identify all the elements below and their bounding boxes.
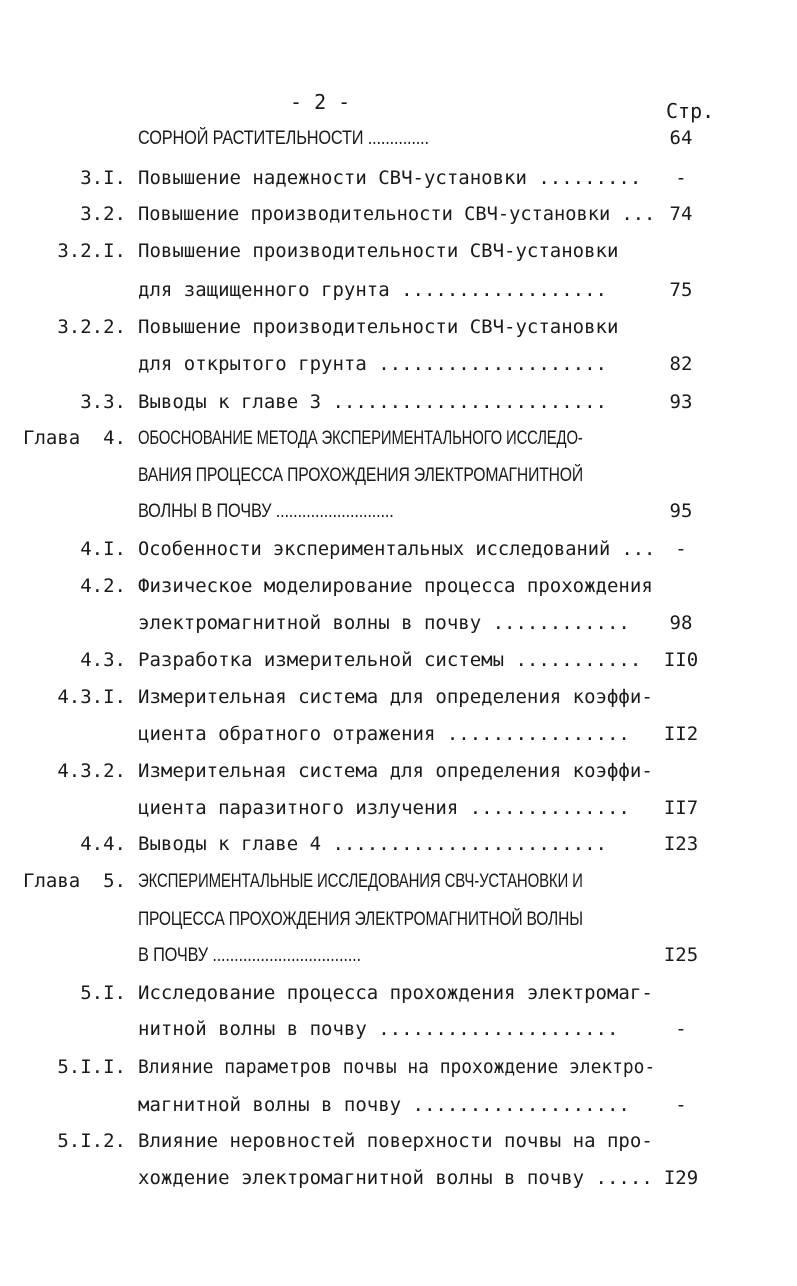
toc-entry-title: циента обратного отражения ................ (138, 723, 630, 745)
toc-entry-title: Влияние параметров почвы на прохождение электро- (138, 1056, 656, 1078)
toc-entry-text (138, 760, 653, 782)
toc-line (0, 1167, 797, 1201)
toc-line (0, 575, 797, 609)
toc-section-number: Глава 5. (23, 870, 126, 892)
toc-line (0, 723, 797, 757)
toc-entry-title: магнитной волны в почву ................... (138, 1094, 630, 1116)
toc-entry-text (138, 833, 607, 855)
toc-line (0, 500, 797, 534)
toc-entry-title: Особенности экспериментальных исследований ... (138, 538, 656, 560)
toc-line (0, 1130, 797, 1164)
toc-line (0, 982, 797, 1016)
toc-entry-title: Выводы к главе 3 ........................ (138, 391, 607, 413)
toc-section-number: 5.I.I. (57, 1056, 126, 1078)
toc-entry-title: ВАНИЯ ПРОЦЕССА ПРОХОЖДЕНИЯ ЭЛЕКТРОМАГНИТНОЙ (138, 465, 583, 486)
toc-entry-text (138, 870, 655, 893)
toc-page-number: 82 (669, 353, 693, 375)
toc-entry-title: Разработка измерительной системы ........... (138, 649, 642, 671)
toc-entry-title: нитной волны в почву ..................... (138, 1018, 619, 1040)
toc-entry-text (138, 944, 397, 967)
toc-page-number: - (675, 1094, 687, 1116)
toc-entry-text (138, 279, 607, 301)
toc-entry-text (138, 464, 655, 487)
toc-entry-title: Влияние неровностей поверхности почвы на про- (138, 1130, 653, 1152)
toc-entry-text (138, 240, 618, 262)
toc-line (0, 649, 797, 683)
toc-page-number: I29 (663, 1167, 699, 1189)
toc-section-number: 4.3.I. (57, 686, 126, 708)
toc-page-number: II7 (663, 797, 699, 819)
toc-page-number: 64 (669, 127, 693, 149)
toc-entry-title: СОРНОЙ РАСТИТЕЛЬНОСТИ .............. (138, 128, 429, 149)
toc-entry-text (138, 1130, 653, 1152)
toc-entry-title: электромагнитной волны в почву ............ (138, 612, 630, 634)
toc-page-number: - (675, 538, 687, 560)
page-number: - 2 - (290, 90, 351, 114)
toc-line (0, 353, 797, 387)
toc-section-number: Глава 4. (23, 427, 126, 449)
toc-entry-title: ОБОСНОВАНИЕ МЕТОДА ЭКСПЕРИМЕНТАЛЬНОГО ИССЛЕДО- (138, 428, 583, 449)
toc-entry-text (138, 1167, 653, 1189)
toc-entry-text (138, 649, 641, 671)
toc-entry-title: Повышение производительности СВЧ-установки ... (138, 203, 656, 225)
toc-section-number: 4.2. (80, 575, 126, 597)
toc-entry-text (138, 316, 618, 338)
toc-entry-text (138, 538, 655, 560)
toc-page-number: I23 (663, 833, 699, 855)
toc-line (0, 686, 797, 720)
toc-line (0, 1056, 797, 1090)
toc-entry-text (138, 686, 653, 708)
toc-page-number: II0 (663, 649, 699, 671)
toc-entry-title: В ПОЧВУ .................................. (138, 945, 361, 966)
toc-page-number: 74 (669, 203, 693, 225)
toc-line (0, 427, 797, 461)
toc-section-number: 3.2.2. (57, 316, 126, 338)
toc-line (0, 908, 797, 942)
toc-entry-text (138, 908, 655, 931)
toc-section-number: 3.2.I. (57, 240, 126, 262)
toc-entry-text (138, 723, 630, 745)
toc-entry-text (138, 500, 435, 523)
toc-line (0, 833, 797, 867)
toc-section-number: 5.I.2. (57, 1130, 126, 1152)
toc-section-number: 3.2. (80, 203, 126, 225)
toc-entry-text (138, 391, 607, 413)
toc-entry-text (138, 797, 630, 819)
toc-entry-title: ПРОЦЕССА ПРОХОЖДЕНИЯ ЭЛЕКТРОМАГНИТНОЙ ВОЛНЫ (138, 909, 583, 930)
toc-page-number: 93 (669, 391, 693, 413)
toc-section-number: 4.I. (80, 538, 126, 560)
toc-entry-title: для защищенного грунта .................. (138, 279, 607, 301)
toc-entry-title: ВОЛНЫ В ПОЧВУ ........................... (138, 501, 394, 522)
toc-entry-text (138, 427, 655, 450)
toc-section-number: 3.I. (80, 167, 126, 189)
toc-section-number: 4.3. (80, 649, 126, 671)
toc-entry-title: ЭКСПЕРИМЕНТАЛЬНЫЕ ИССЛЕДОВАНИЯ СВЧ-УСТАНОВКИ И (138, 871, 583, 892)
toc-section-number: 4.4. (80, 833, 126, 855)
toc-entry-title: Повышение производительности СВЧ-установки (138, 240, 619, 262)
toc-entry-text (138, 982, 653, 1004)
toc-line (0, 316, 797, 350)
toc-page-number: - (675, 167, 687, 189)
toc-entry-title: Повышение надежности СВЧ-установки ......... (138, 167, 642, 189)
toc-line (0, 1094, 797, 1128)
toc-line (0, 127, 797, 161)
toc-line (0, 538, 797, 572)
toc-section-number: 3.3. (80, 391, 126, 413)
toc-entry-text (138, 575, 653, 597)
toc-entry-text (138, 167, 641, 189)
toc-page-number: - (675, 1018, 687, 1040)
toc-entry-title: циента паразитного излучения .............. (138, 797, 630, 819)
toc-entry-text (138, 203, 655, 225)
toc-line (0, 612, 797, 646)
pages-column-label: Стр. (666, 99, 715, 123)
toc-entry-title: Выводы к главе 4 ........................ (138, 833, 607, 855)
toc-entry-title: Исследование процесса прохождения электромаг- (138, 982, 653, 1004)
toc-page-number: 95 (669, 500, 693, 522)
toc-line (0, 760, 797, 794)
toc-entry-title: Повышение производительности СВЧ-установки (138, 316, 619, 338)
toc-line (0, 944, 797, 978)
toc-line (0, 797, 797, 831)
toc-page-number: I25 (663, 944, 699, 966)
toc-entry-title: Физическое моделирование процесса прохождения (138, 575, 653, 597)
toc-entry-text (138, 127, 476, 150)
toc-section-number: 5.I. (80, 982, 126, 1004)
toc-entry-title: для открытого грунта .................... (138, 353, 607, 375)
toc-entry-text (138, 1056, 655, 1078)
toc-entry-text (138, 1094, 630, 1116)
toc-entry-text (138, 612, 630, 634)
toc-page-number: 98 (669, 612, 693, 634)
toc-page-number: 75 (669, 279, 693, 301)
toc-line (0, 240, 797, 274)
toc-entry-title: Измерительная система для определения коэффи- (138, 686, 653, 708)
toc-section-number: 4.3.2. (57, 760, 126, 782)
toc-line (0, 391, 797, 425)
toc-line (0, 1018, 797, 1052)
toc-entry-title: хождение электромагнитной волны в почву ..... (138, 1167, 653, 1189)
toc-entry-text (138, 1018, 618, 1040)
toc-line (0, 167, 797, 201)
toc-line (0, 464, 797, 498)
toc-line (0, 279, 797, 313)
toc-entry-title: Измерительная система для определения коэффи- (138, 760, 653, 782)
toc-line (0, 870, 797, 904)
toc-page-number: II2 (663, 723, 699, 745)
toc-entry-text (138, 353, 607, 375)
toc-line (0, 203, 797, 237)
